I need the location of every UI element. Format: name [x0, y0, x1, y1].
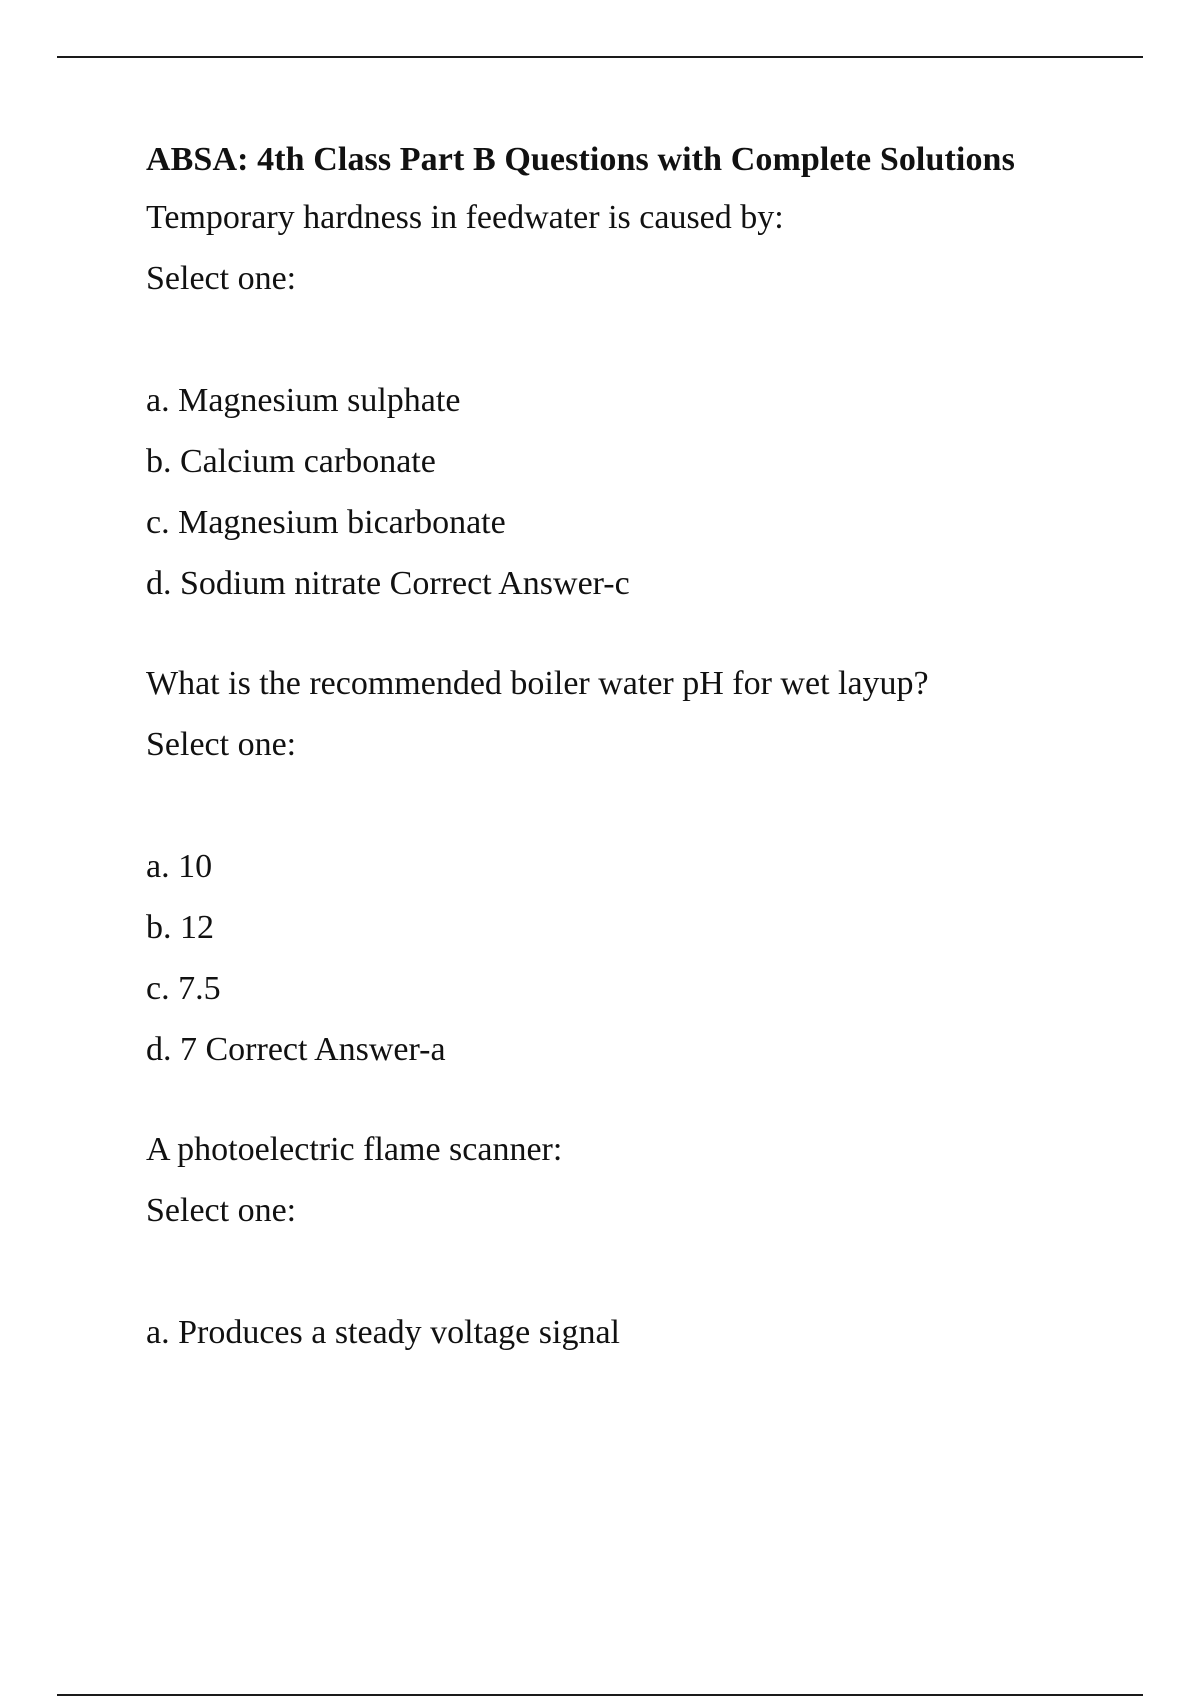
correct-answer: Correct Answer-c [389, 565, 630, 602]
option-label: c. 7.5 [146, 970, 221, 1007]
question-prompt: A photoelectric flame scanner: [146, 1131, 563, 1168]
option-label: c. Magnesium bicarbonate [146, 504, 506, 541]
options-list [146, 1313, 1106, 1353]
option-d [146, 1030, 1106, 1070]
document-title: ABSA: 4th Class Part B Questions with Complete Solutions [146, 141, 1015, 178]
top-rule [57, 56, 1143, 58]
option-b [146, 442, 1106, 482]
select-one-label: Select one: [146, 1192, 297, 1229]
document-body [146, 140, 1106, 1353]
correct-answer: Correct Answer-a [205, 1031, 446, 1068]
option-a [146, 847, 1106, 887]
option-c [146, 969, 1106, 1009]
option-label: a. 10 [146, 848, 213, 885]
option-b [146, 908, 1106, 948]
option-a [146, 381, 1106, 421]
option-label: a. Magnesium sulphate [146, 382, 461, 419]
option-label: d. 7 [146, 1031, 197, 1068]
bottom-rule [57, 1694, 1143, 1696]
option-label: b. 12 [146, 909, 214, 946]
option-label: b. Calcium carbonate [146, 443, 436, 480]
select-one-label: Select one: [146, 260, 297, 297]
option-label: d. Sodium nitrate [146, 565, 382, 602]
options-list [146, 847, 1106, 1070]
option-d [146, 564, 1106, 604]
question-prompt: What is the recommended boiler water pH for wet layup? [146, 665, 929, 702]
question-3 [146, 1130, 1106, 1353]
select-one-label: Select one: [146, 726, 297, 763]
question-prompt: Temporary hardness in feedwater is caused by: [146, 199, 784, 236]
option-label: a. Produces a steady voltage signal [146, 1314, 620, 1351]
option-a [146, 1313, 1106, 1353]
question-1 [146, 198, 1106, 604]
options-list [146, 381, 1106, 604]
question-2 [146, 664, 1106, 1070]
option-c [146, 503, 1106, 543]
